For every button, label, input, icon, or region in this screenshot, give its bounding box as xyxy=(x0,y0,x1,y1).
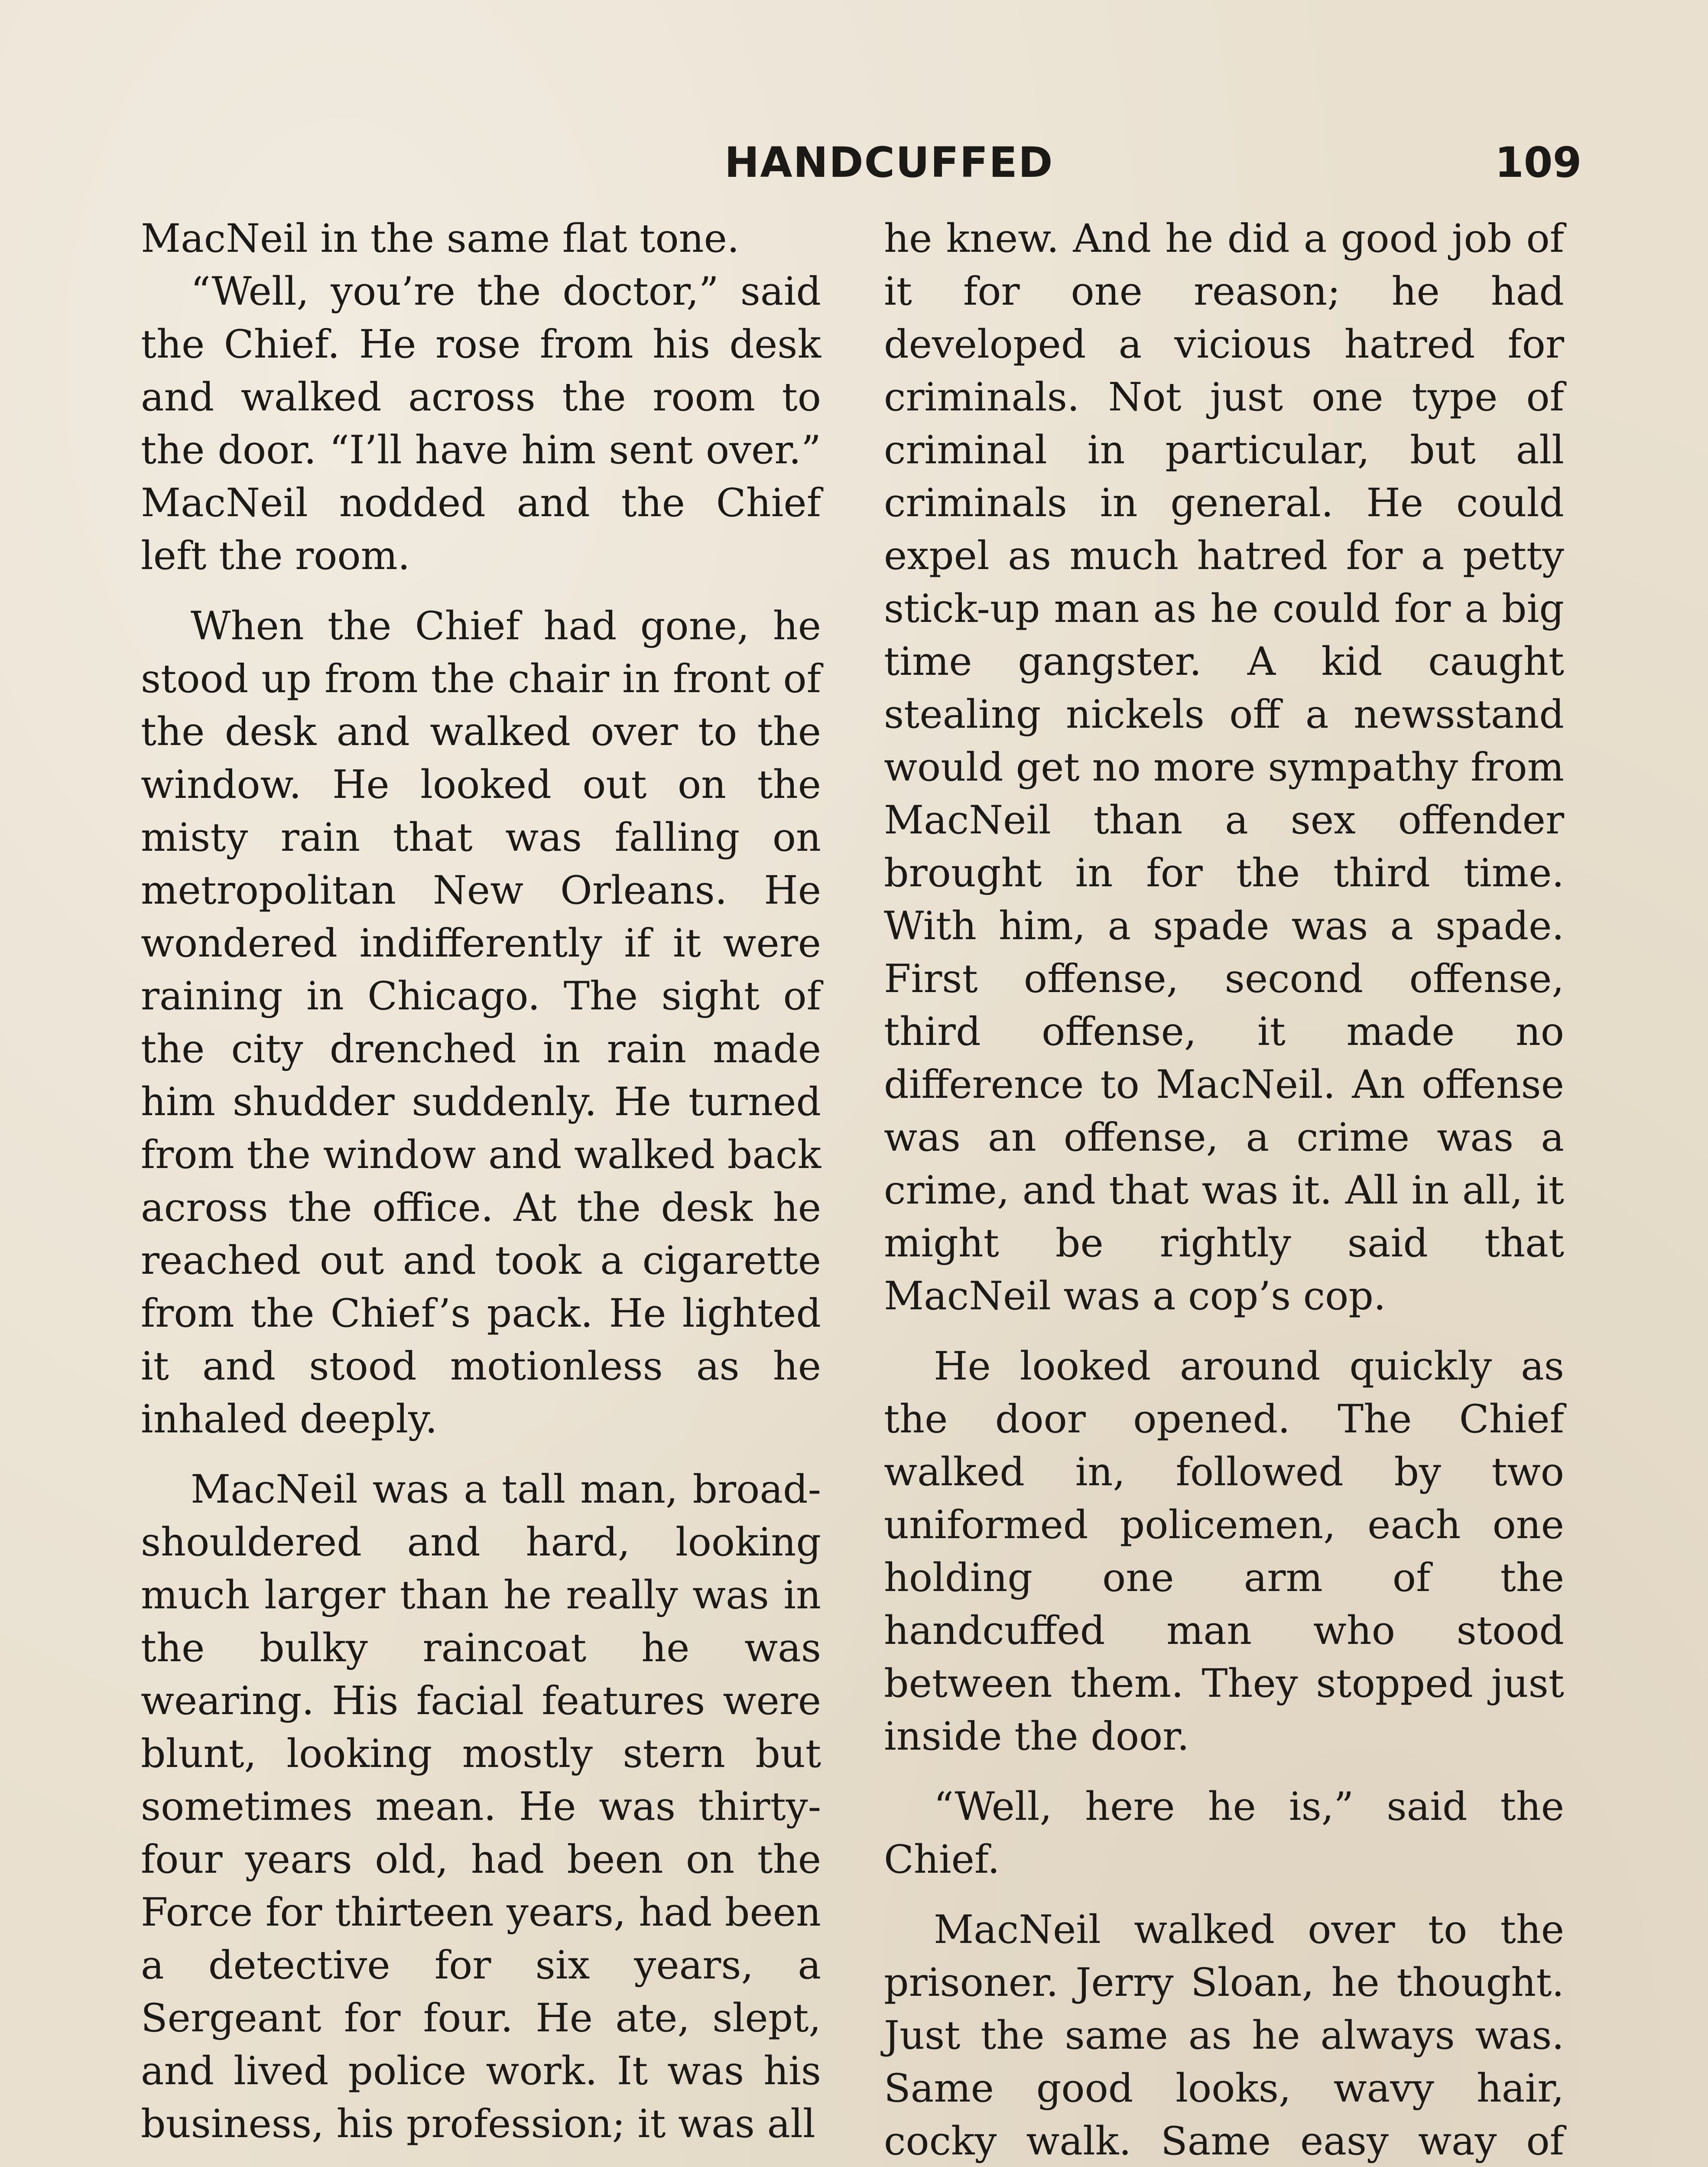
running-title: HANDCUFFED xyxy=(724,138,1054,187)
paragraph: MacNeil was a tall man, broad-shouldered and hard, looking much larger than he really was in the bulky raincoat he was wearing. His facial features were blunt, looking mostly stern but sometimes mean. He was thirty-four years old, had been on the Force for thirteen years, had been a detective for six years, a Sergeant for four. He ate, slept, and lived police work. It was his business, his profession; it was all xyxy=(141,1467,821,2147)
paragraph: “Well, you’re the doctor,” said the Chief. He rose from his desk and walked across the room to the door. “I’ll have him sent over.” MacNeil nodded and the Chief left the room. xyxy=(141,269,821,579)
paragraph: He looked around quickly as the door opened. The Chief walked in, followed by two uniformed policemen, each one holding one arm of the handcuffed man who stood between them. They stopped just inside the door. xyxy=(884,1344,1564,1759)
paragraph: MacNeil in the same flat tone. xyxy=(141,216,740,261)
right-column xyxy=(884,212,1564,2167)
left-column xyxy=(141,212,821,2151)
page-header xyxy=(0,130,1708,195)
paragraph: When the Chief had gone, he stood up from the chair in front of the desk and walked over to the window. He looked out on the misty rain that was falling on metropolitan New Orleans. He wondered indifferently if it were raining in Chicago. The sight of the city drenched in rain made him shudder suddenly. He turned from the window and walked back across the office. At the desk he reached out and took a cigarette from the Chief’s pack. He lighted it and stood motionless as he inhaled deeply. xyxy=(141,603,821,1442)
paragraph: “Well, here he is,” said the Chief. xyxy=(884,1784,1564,1882)
page-number: 109 xyxy=(1495,138,1582,187)
paragraph: MacNeil walked over to the prisoner. Jerry Sloan, he thought. Just the same as he always was. Same good looks, wavy hair, cocky walk. Same easy way of xyxy=(884,1907,1564,2164)
paragraph: he knew. And he did a good job of it for one reason; he had developed a vicious hatred for criminals. Not just one type of criminal in particular, but all criminals in general. He could expel as much hatred for a petty stick-up man as he could for a big time gangster. A kid caught stealing nickels off a newsstand would get no more sympathy from MacNeil than a sex offender brought in for the third time. With him, a spade was a spade. First offense, second offense, third offense, it made no difference to MacNeil. An offense was an offense, a crime was a crime, and that was it. All in all, it might be rightly said that MacNeil was a cop’s cop. xyxy=(884,216,1564,1319)
